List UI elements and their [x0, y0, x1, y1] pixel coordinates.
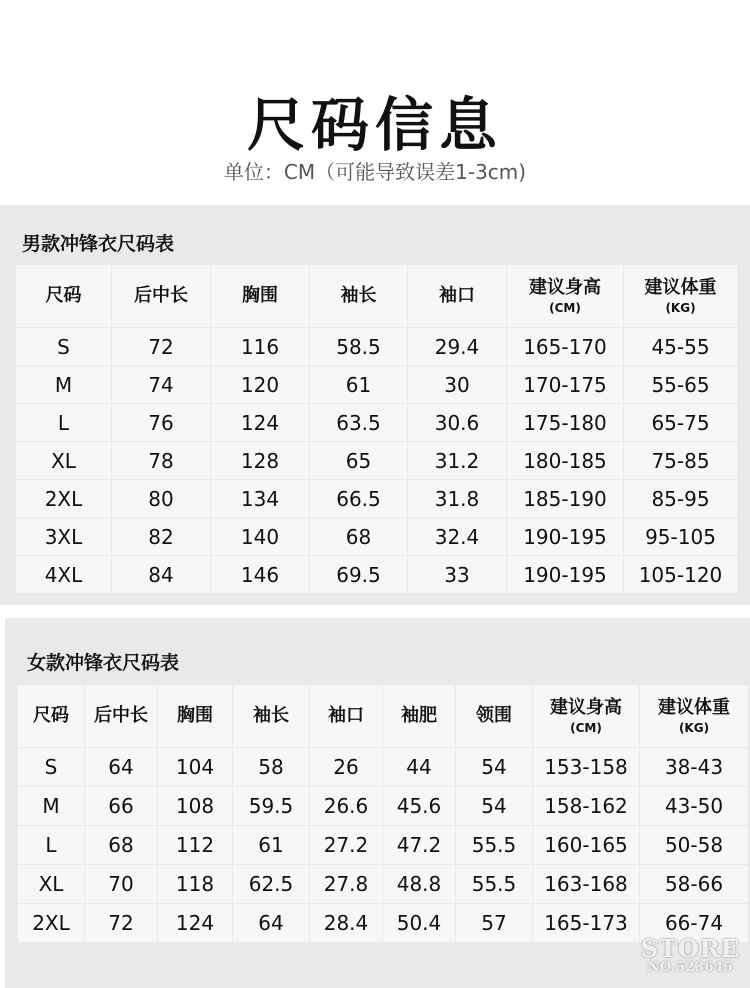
table-cell: 45.6	[383, 787, 455, 825]
men-column-header	[408, 265, 506, 327]
women-column-header	[85, 685, 157, 747]
column-label: 胸围	[177, 705, 213, 727]
page-subtitle: 单位：CM（可能导致误差1-3cm)	[223, 160, 527, 184]
men-section-title: 男款冲锋衣尺码表	[22, 233, 175, 255]
table-cell: 30	[408, 366, 506, 403]
size-cell: 2XL	[16, 480, 111, 517]
table-cell: 165-173	[533, 904, 639, 942]
table-cell: 124	[158, 904, 232, 942]
table-cell: 58	[233, 748, 309, 786]
size-cell: S	[18, 748, 84, 786]
table-cell: 153-158	[533, 748, 639, 786]
table-cell: 57	[456, 904, 532, 942]
table-cell: 50.4	[383, 904, 455, 942]
men-column-header	[16, 265, 111, 327]
table-cell: 118	[158, 865, 232, 903]
table-cell: 66-74	[640, 904, 748, 942]
column-unit: (KG)	[678, 720, 710, 735]
table-cell: 58-66	[640, 865, 748, 903]
table-row	[16, 518, 737, 555]
table-cell: 61	[310, 366, 407, 403]
column-label: 建议体重	[658, 697, 730, 718]
column-unit: (CM)	[570, 720, 602, 735]
column-label: 后中长	[94, 705, 148, 727]
table-cell: 65	[310, 442, 407, 479]
table-row	[18, 865, 748, 903]
table-cell: 54	[456, 748, 532, 786]
women-column-header	[18, 685, 84, 747]
table-cell: 58.5	[310, 328, 407, 365]
table-cell: 190-195	[507, 518, 623, 555]
table-cell: 105-120	[624, 556, 737, 593]
table-cell: 45-55	[624, 328, 737, 365]
size-cell: 3XL	[16, 518, 111, 555]
men-size-table	[15, 264, 738, 594]
table-cell: 116	[211, 328, 309, 365]
table-cell: 163-168	[533, 865, 639, 903]
women-column-header	[158, 685, 232, 747]
table-cell: 59.5	[233, 787, 309, 825]
table-cell: 31.2	[408, 442, 506, 479]
table-cell: 32.4	[408, 518, 506, 555]
table-row	[18, 787, 748, 825]
men-column-header	[624, 265, 737, 327]
column-label: 袖长	[253, 705, 289, 727]
table-cell: 175-180	[507, 404, 623, 441]
table-cell: 62.5	[233, 865, 309, 903]
table-cell: 69.5	[310, 556, 407, 593]
table-cell: 55.5	[456, 826, 532, 864]
table-cell: 170-175	[507, 366, 623, 403]
column-label: 后中长	[134, 285, 188, 307]
table-cell: 31.8	[408, 480, 506, 517]
table-cell: 48.8	[383, 865, 455, 903]
table-cell: 61	[233, 826, 309, 864]
men-column-header	[211, 265, 309, 327]
women-size-table	[17, 684, 749, 943]
table-cell: 38-43	[640, 748, 748, 786]
table-row	[16, 328, 737, 365]
table-cell: 65-75	[624, 404, 737, 441]
table-cell: 76	[112, 404, 210, 441]
table-cell: 70	[85, 865, 157, 903]
size-cell: M	[16, 366, 111, 403]
size-cell: 4XL	[16, 556, 111, 593]
table-cell: 78	[112, 442, 210, 479]
table-row	[16, 404, 737, 441]
table-cell: 85-95	[624, 480, 737, 517]
column-label: 胸围	[242, 285, 278, 307]
table-cell: 55-65	[624, 366, 737, 403]
column-label: 建议体重	[644, 277, 717, 298]
size-cell: L	[16, 404, 111, 441]
table-cell: 190-195	[507, 556, 623, 593]
watermark-store-text: STORE	[640, 934, 740, 963]
table-cell: 43-50	[640, 787, 748, 825]
table-cell: 64	[85, 748, 157, 786]
women-column-header	[533, 685, 639, 747]
table-cell: 124	[211, 404, 309, 441]
table-row	[16, 442, 737, 479]
column-label: 尺码	[33, 705, 69, 727]
table-row	[16, 556, 737, 593]
table-cell: 27.2	[310, 826, 382, 864]
table-cell: 75-85	[624, 442, 737, 479]
table-cell: 74	[112, 366, 210, 403]
men-header-row	[16, 265, 737, 327]
table-row	[16, 480, 737, 517]
table-cell: 108	[158, 787, 232, 825]
table-cell: 128	[211, 442, 309, 479]
table-cell: 72	[85, 904, 157, 942]
men-column-header	[112, 265, 210, 327]
table-cell: 180-185	[507, 442, 623, 479]
table-cell: 82	[112, 518, 210, 555]
table-cell: 160-165	[533, 826, 639, 864]
column-unit: (CM)	[549, 300, 581, 315]
size-cell: XL	[18, 865, 84, 903]
table-cell: 134	[211, 480, 309, 517]
table-cell: 27.8	[310, 865, 382, 903]
watermark-number-text: NO.523645	[647, 960, 734, 975]
table-cell: 104	[158, 748, 232, 786]
women-column-header	[383, 685, 455, 747]
column-label: 建议身高	[550, 697, 622, 718]
table-cell: 66	[85, 787, 157, 825]
table-cell: 68	[310, 518, 407, 555]
size-cell: M	[18, 787, 84, 825]
table-row	[16, 366, 737, 403]
table-cell: 120	[211, 366, 309, 403]
table-row	[18, 748, 748, 786]
table-cell: 112	[158, 826, 232, 864]
table-cell: 95-105	[624, 518, 737, 555]
women-header-row	[18, 685, 748, 747]
column-label: 建议身高	[529, 277, 601, 298]
women-column-header	[310, 685, 382, 747]
table-cell: 33	[408, 556, 506, 593]
women-size-section	[5, 618, 750, 988]
table-cell: 140	[211, 518, 309, 555]
column-label: 袖口	[439, 285, 475, 307]
table-cell: 158-162	[533, 787, 639, 825]
page-title: 尺码信息	[246, 91, 503, 159]
column-label: 袖长	[340, 285, 377, 307]
table-cell: 26	[310, 748, 382, 786]
size-cell: S	[16, 328, 111, 365]
table-cell: 72	[112, 328, 210, 365]
men-column-header	[507, 265, 623, 327]
column-label: 尺码	[45, 285, 82, 307]
table-row	[18, 826, 748, 864]
table-cell: 84	[112, 556, 210, 593]
women-section-title: 女款冲锋衣尺码表	[27, 652, 180, 674]
table-cell: 54	[456, 787, 532, 825]
table-cell: 80	[112, 480, 210, 517]
table-cell: 30.6	[408, 404, 506, 441]
table-cell: 146	[211, 556, 309, 593]
column-label: 袖口	[328, 705, 364, 727]
store-watermark	[640, 934, 740, 975]
women-column-header	[233, 685, 309, 747]
men-size-section	[0, 205, 750, 605]
column-label: 袖肥	[401, 705, 437, 727]
size-cell: XL	[16, 442, 111, 479]
table-cell: 28.4	[310, 904, 382, 942]
table-cell: 66.5	[310, 480, 407, 517]
table-cell: 55.5	[456, 865, 532, 903]
table-cell: 185-190	[507, 480, 623, 517]
table-cell: 44	[383, 748, 455, 786]
size-cell: 2XL	[18, 904, 84, 942]
table-cell: 64	[233, 904, 309, 942]
table-cell: 63.5	[310, 404, 407, 441]
table-cell: 165-170	[507, 328, 623, 365]
size-cell: L	[18, 826, 84, 864]
table-cell: 29.4	[408, 328, 506, 365]
table-cell: 47.2	[383, 826, 455, 864]
women-column-header	[640, 685, 748, 747]
table-cell: 68	[85, 826, 157, 864]
column-label: 领围	[476, 705, 512, 727]
women-column-header	[456, 685, 532, 747]
table-row	[18, 904, 748, 942]
men-column-header	[310, 265, 407, 327]
table-cell: 50-58	[640, 826, 748, 864]
table-cell: 26.6	[310, 787, 382, 825]
column-unit: (KG)	[665, 300, 696, 315]
